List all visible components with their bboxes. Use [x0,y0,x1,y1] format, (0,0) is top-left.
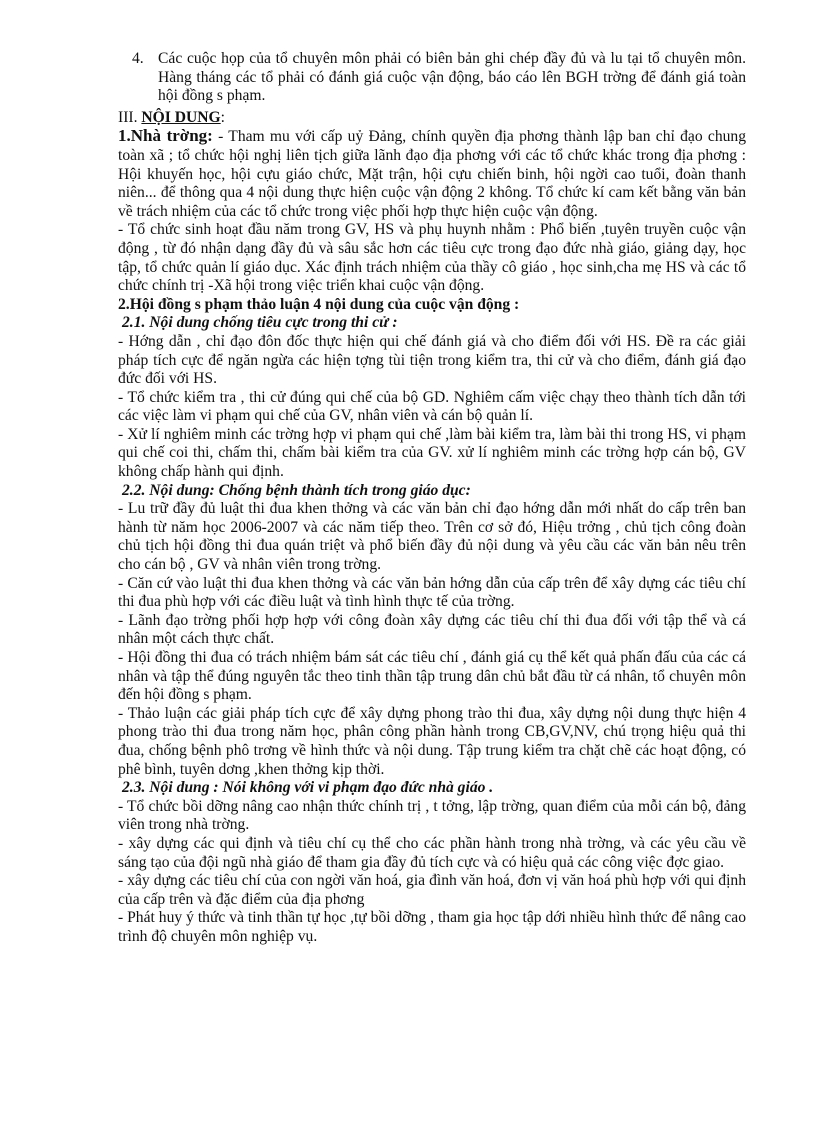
paragraph: - Xử lí nghiêm minh các trờng hợp vi phạm qui chế ,làm bài kiểm tra, làm bài thi trong HS, vi phạm qui chế coi thi, chấm thi, chấm bài kiểm tra của GV. xử lí nghiêm minh các trờng hợp cán bộ, GV không chấp hành qui định. [118,425,746,481]
paragraph: - Thảo luận các giải pháp tích cực để xây dựng phong trào thi đua, xây dựng nội dung thực hiện 4 phong trào thi đua trong năm học, phân công phần hành trong CB,GV,NV, chú trọng hiệu quả thi đua, chống bệnh phô trơng về hình thức và nội dung. Tập trung kiểm tra chặt chẽ các hoạt động, có phê bình, tuyên dơng ,khen thởng kịp thời. [118,704,746,778]
section-roman-numeral: III. [118,108,138,126]
paragraph-nha-truong-1 [118,127,746,221]
nha-truong-heading: 1.Nhà trờng: [118,126,213,146]
document-page [118,50,746,947]
paragraph-text: - Tham mu với cấp uỷ Đảng, chính quyền địa phơng thành lập ban chỉ đạo chung toàn xã ; tổ chức hội nghị liên tịch giữa lãnh đạo địa phơng với các tổ chức khác trong địa phơng : Hội khuyến học, hội cựu giáo chức, Mặt trận, hội cựu chiến binh, hội ngời cao tuổi, đoàn thanh niên... để thông qua 4 nội dung thực hiện cuộc vận động 2 không. Tổ chức kí cam kết bằng văn bản về trách nhiệm của các tổ chức trong việc phối hợp thực hiện cuộc vận động. [118,128,747,220]
section-heading [118,109,746,128]
paragraph: - xây dựng các qui định và tiêu chí cụ thể cho các phần hành trong nhà trờng, và các yêu cầu về sáng tạo của đội ngũ nhà giáo để tham gia đầy đủ tích cực và có hiệu quả các công việc đợc giao. [118,834,746,871]
paragraph: - Lãnh đạo trờng phối hợp hợp với công đoàn xây dựng các tiêu chí thi đua đối với tập thể và cá nhân một cách thực chất. [118,611,746,648]
subsection-heading-2-3: 2.3. Nội dung : Nói không với vi phạm đạo đức nhà giáo . [122,779,494,797]
paragraph: - xây dựng các tiêu chí của con ngời văn hoá, gia đình văn hoá, đơn vị văn hoá phù hợp với qui định của cấp trên và đặc điểm của địa phơng [118,872,746,908]
section-title: NỘI DUNG [141,108,221,126]
list-item-text: Các cuộc họp của tổ chuyên môn phải có biên bản ghi chép đầy đủ và lu tại tổ chuyên môn. Hàng tháng các tổ phải có đánh giá cuộc vận động, báo cáo lên BGH trờng để đánh giá toàn hội đồng s phạm. [158,50,746,105]
list-item-number: 4. [132,50,144,67]
paragraph: - Hớng dẫn , chỉ đạo đôn đốc thực hiện qui chế đánh giá và cho điểm đối với HS. Đề ra các giải pháp tích cực để ngăn ngừa các hiện tợng tùi tiện trong kiểm tra, thi cử và cho điểm, đánh giá đạo đức đối với HS. [118,332,746,388]
hoi-dong-heading: 2.Hội đồng s phạm thảo luận 4 nội dung của cuộc vận động : [118,295,520,313]
section-colon: : [220,108,226,126]
paragraph: - Căn cứ vào luật thi đua khen thởng và các văn bản hớng dẫn của cấp trên để xây dựng các tiêu chí thi đua phù hợp với các điều luật và tình hình thực tế của trờng. [118,574,746,611]
paragraph: - Lu trữ đầy đủ luật thi đua khen thởng và các văn bản chỉ đạo hớng dẫn mới nhất do cấp trên ban hành từ năm học 2006-2007 và các năm tiếp theo. Trên cơ sở đó, Hiệu trởng , chủ tịch công đoàn chủ tịch hội đồng thi đua quán triệt và phổ biến đầy đủ nội dung và yêu cầu các văn bản nêu trên cho cán bộ , GV và nhân viên trong trờng. [118,500,746,574]
paragraph: - Phát huy ý thức và tinh thần tự học ,tự bồi dỡng , tham gia học tập dới nhiều hình thức để nâng cao trình độ chuyên môn nghiệp vụ. [118,909,746,945]
paragraph: - Tổ chức kiểm tra , thi cử đúng qui chế của bộ GD. Nghiêm cấm việc chạy theo thành tích dẫn tới các việc làm vi phạm qui chế của GV, nhân viên và cán bộ quản lí. [118,388,746,425]
paragraph: - Hội đồng thi đua có trách nhiệm bám sát các tiêu chí , đánh giá cụ thể kết quả phấn đấu của các cá nhân và tập thể đúng nguyên tắc theo tinh thần tập trung dân chủ bắt đầu từ cá nhân, tổ chuyên môn đến hội đồng s phạm. [118,649,746,704]
subsection-heading-2-1: 2.1. Nội dung chống tiêu cực trong thi cử : [122,314,398,332]
subsection-heading-2-2: 2.2. Nội dung: Chống bệnh thành tích trong giáo dục: [122,481,471,499]
paragraph-nha-truong-2: - Tổ chức sinh hoạt đầu năm trong GV, HS và phụ huynh nhằm : Phổ biến ,tuyên truyền cuộc vận động , từ đó nhận dạng đầy đủ và sâu sắc hơn các tiêu cực trong đạo đức nhà giáo, giảng dạy, học tập, tổ chức quản lí giáo dục. Xác định trách nhiệm của thầy cô giáo , học sinh,cha mẹ HS và các tổ chức chính trị -Xã hội trong việc triển khai cuộc vận động. [118,221,746,295]
paragraph: - Tổ chức bồi dỡng nâng cao nhận thức chính trị , t tởng, lập trờng, quan điểm của mỗi cán bộ, đảng viên trong nhà trờng. [118,797,746,834]
list-item-4 [118,50,746,106]
